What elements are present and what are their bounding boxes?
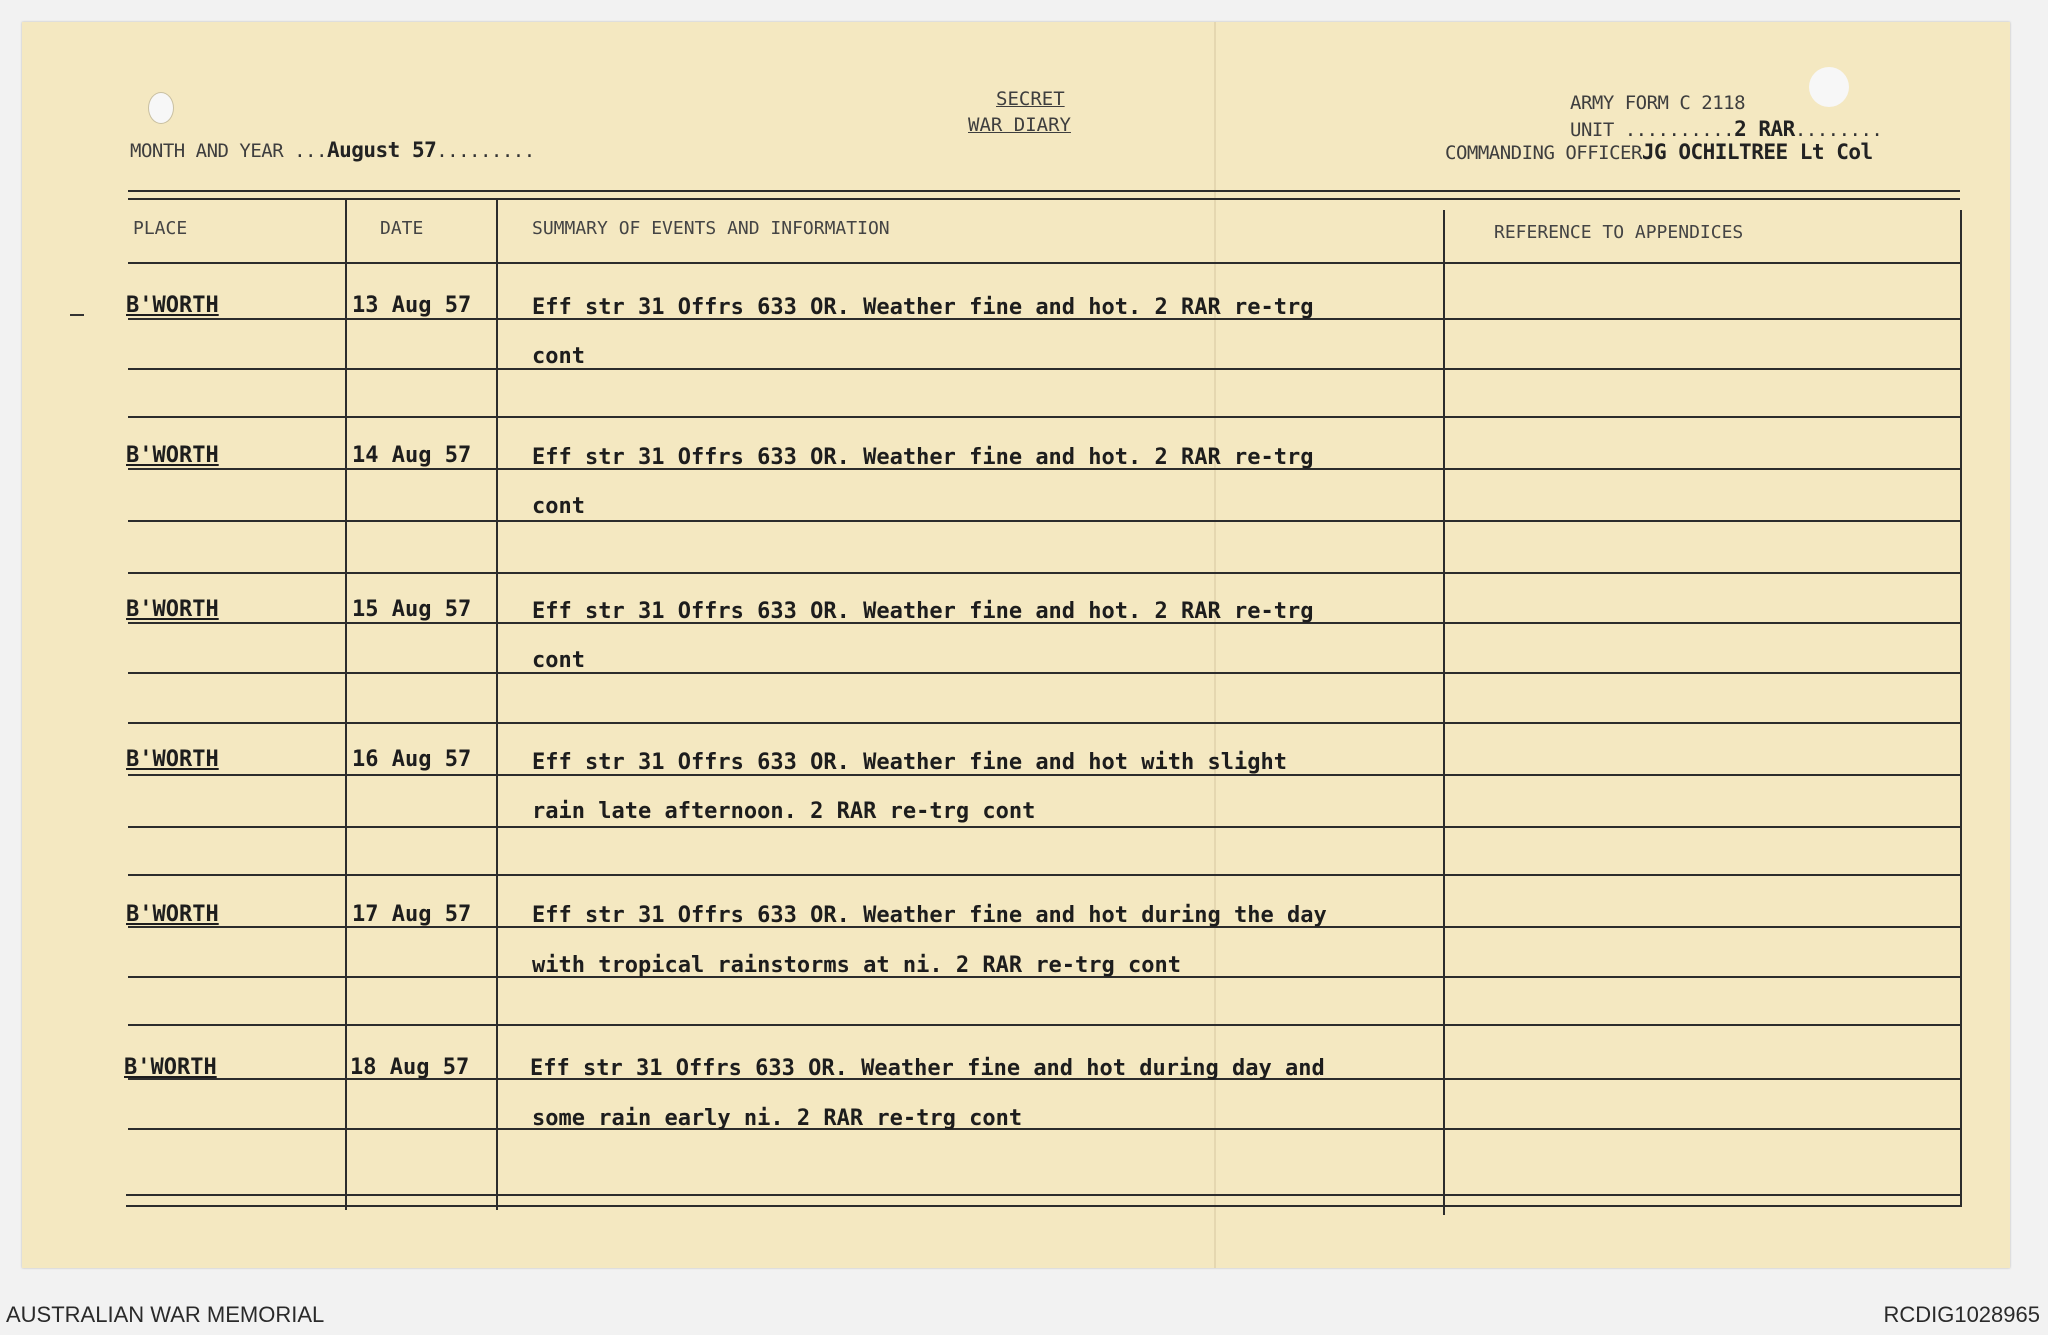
row-1-date: 13 Aug 57 — [352, 293, 472, 318]
row-4-summary-line2: rain late afternoon. 2 RAR re-trg cont — [532, 799, 1036, 824]
army-form-label: ARMY FORM C 2118 — [1570, 92, 1746, 114]
row-4-date: 16 Aug 57 — [352, 747, 472, 772]
row-1-summary-line2: cont — [532, 344, 585, 369]
table-right-edge — [1960, 210, 1962, 1205]
row-4-place: B'WORTH — [126, 747, 219, 772]
margin-dash-mark — [70, 314, 84, 316]
row-6-place: B'WORTH — [124, 1055, 217, 1080]
row-6-summary-line2: some rain early ni. 2 RAR re-trg cont — [532, 1106, 1023, 1131]
column-divider-summary-reference — [1443, 210, 1445, 1215]
row-rule — [128, 520, 1960, 522]
commanding-officer-field — [1445, 140, 1873, 164]
war-diary-sheet — [22, 22, 2010, 1268]
table-top-rule — [128, 190, 1960, 192]
row-rule — [128, 826, 1960, 828]
table-top-rule-2 — [128, 198, 1960, 200]
row-rule — [128, 1128, 1960, 1130]
row-rule — [128, 1024, 1960, 1026]
row-5-summary-line2: with tropical rainstorms at ni. 2 RAR re-trg cont — [532, 953, 1182, 978]
row-5-place: B'WORTH — [126, 902, 219, 927]
row-3-date: 15 Aug 57 — [352, 597, 472, 622]
row-3-summary-line2: cont — [532, 648, 585, 673]
commanding-officer-value: JG OCHILTREE Lt Col — [1641, 140, 1873, 164]
column-divider-place-date — [345, 200, 347, 1210]
row-2-place: B'WORTH — [126, 443, 219, 468]
row-1-place: B'WORTH — [126, 293, 219, 318]
row-3-summary-line1: Eff str 31 Offrs 633 OR. Weather fine and hot. 2 RAR re-trg — [532, 599, 1314, 624]
row-rule — [128, 416, 1960, 418]
row-1-summary-line1: Eff str 31 Offrs 633 OR. Weather fine and hot. 2 RAR re-trg — [532, 295, 1314, 320]
secret-label: SECRET — [996, 88, 1065, 110]
row-rule — [128, 572, 1960, 574]
row-2-summary-line1: Eff str 31 Offrs 633 OR. Weather fine and hot. 2 RAR re-trg — [532, 445, 1314, 470]
row-5-date: 17 Aug 57 — [352, 902, 472, 927]
header-bottom-rule — [128, 262, 1960, 264]
row-5-summary-line1: Eff str 31 Offrs 633 OR. Weather fine and hot during the day — [532, 903, 1327, 928]
row-rule — [128, 722, 1960, 724]
month-year-value: August 57 — [326, 138, 437, 162]
column-header-place: PLACE — [133, 218, 188, 239]
commanding-officer-label: COMMANDING OFFICER — [1445, 142, 1642, 164]
column-header-date: DATE — [380, 218, 424, 239]
row-2-date: 14 Aug 57 — [352, 443, 472, 468]
row-3-place: B'WORTH — [126, 597, 219, 622]
row-rule — [128, 368, 1960, 370]
column-header-summary: SUMMARY OF EVENTS AND INFORMATION — [532, 218, 890, 239]
unit-label: UNIT — [1570, 119, 1614, 141]
row-6-date: 18 Aug 57 — [350, 1055, 470, 1080]
table-bottom-rule — [126, 1194, 1962, 1196]
row-rule — [128, 672, 1960, 674]
unit-field: UNIT ..........2 RAR........ — [1570, 117, 1883, 141]
archive-credit: AUSTRALIAN WAR MEMORIAL — [6, 1302, 325, 1327]
record-id: RCDIG1028965 — [1883, 1302, 2040, 1327]
war-diary-title: WAR DIARY — [968, 114, 1071, 136]
month-year-label: MONTH AND YEAR — [130, 140, 284, 162]
column-divider-date-summary — [496, 200, 498, 1210]
row-2-summary-line2: cont — [532, 494, 585, 519]
row-4-summary-line1: Eff str 31 Offrs 633 OR. Weather fine and hot with slight — [532, 750, 1287, 775]
month-year-field: MONTH AND YEAR ...August 57......... — [130, 138, 535, 162]
paper-fold — [1214, 22, 1216, 1268]
table-bottom-rule-2 — [126, 1205, 1962, 1207]
punch-hole-right — [1809, 67, 1849, 107]
punch-hole-left — [148, 92, 174, 124]
row-6-summary-line1: Eff str 31 Offrs 633 OR. Weather fine and hot during day and — [530, 1056, 1325, 1081]
column-header-reference: REFERENCE TO APPENDICES — [1494, 222, 1744, 243]
unit-value: 2 RAR — [1734, 117, 1795, 141]
row-rule — [128, 874, 1960, 876]
